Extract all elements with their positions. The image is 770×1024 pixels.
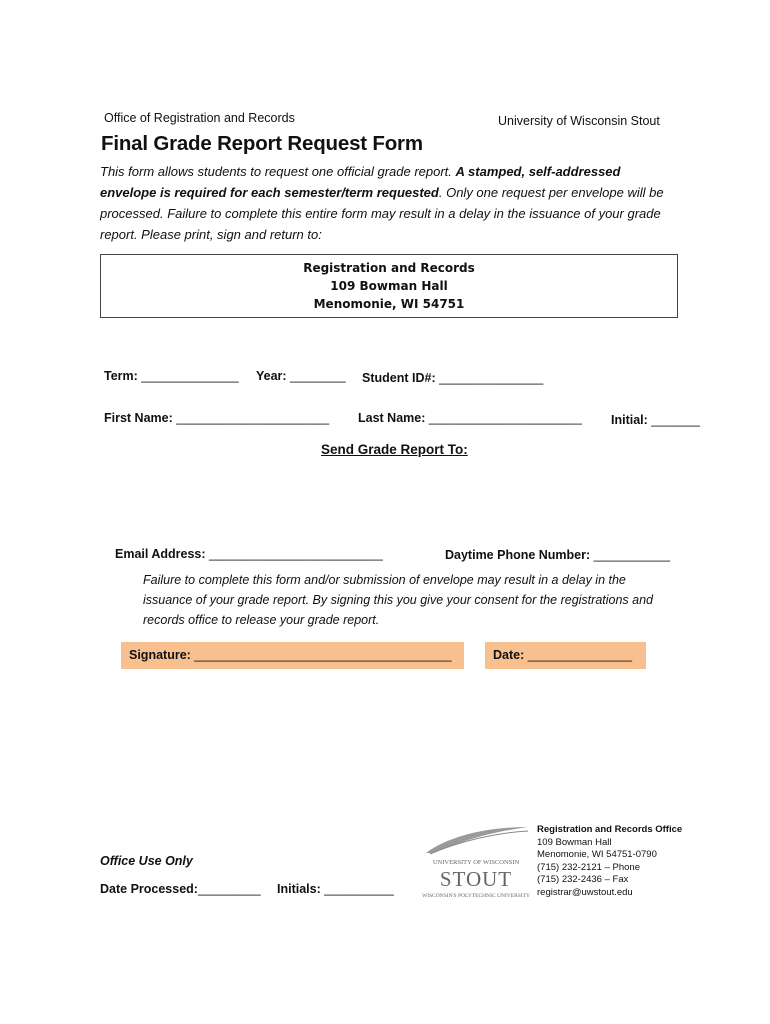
intro-text-bold: A stamped, self-addressed envelope is required for each semester/term requested (100, 164, 621, 200)
page-title: Final Grade Report Request Form (101, 132, 423, 155)
office-name: Office of Registration and Records (104, 111, 295, 125)
date-line[interactable]: _______________ (527, 648, 633, 662)
term-line[interactable]: ______________ (141, 369, 239, 383)
office-info-street: 109 Bowman Hall (537, 836, 612, 848)
year-label: Year: (256, 369, 287, 383)
initials-label: Initials: (277, 882, 321, 896)
logo-main-text: STOUT (439, 867, 513, 891)
phone-field[interactable] (445, 548, 670, 562)
term-label: Term: (104, 369, 138, 383)
consent-paragraph: Failure to complete this form and/or submission of envelope may result in a delay in the issuance of your grade report. By signing this you give your consent for the registrations and records office to release your grade report. (143, 573, 654, 627)
last-name-field[interactable] (358, 411, 582, 425)
term-field[interactable] (104, 369, 239, 383)
first-name-label: First Name: (104, 411, 173, 425)
logo-top-text: UNIVERSITY OF WISCONSIN (432, 859, 520, 866)
office-info-email: registrar@uwstout.edu (537, 886, 633, 898)
student-id-label: Student ID#: (362, 371, 436, 385)
email-label: Email Address: (115, 547, 206, 561)
uw-stout-logo (420, 823, 532, 903)
last-name-label: Last Name: (358, 411, 426, 425)
student-id-field[interactable] (362, 371, 543, 385)
university-name: University of Wisconsin Stout (498, 114, 660, 128)
date-processed-line[interactable]: _________ (197, 882, 261, 896)
initial-field[interactable] (611, 413, 700, 427)
office-use-heading: Office Use Only (100, 854, 193, 868)
office-info-city: Menomonie, WI 54751-0790 (537, 849, 657, 860)
intro-text-2: . Only one request per envelope will be processed. Failure to complete this entire form may result in a delay in the issuance of your grade report. Please print, sign and return to: (100, 185, 664, 242)
intro-text-1: This form allows students to request one official grade report. (100, 164, 456, 179)
first-name-line[interactable]: ______________________ (176, 411, 330, 425)
office-info-name: Registration and Records Office (537, 824, 683, 835)
intro-paragraph (100, 161, 680, 245)
date-processed-field[interactable] (100, 882, 261, 896)
return-address-box (100, 254, 678, 318)
signature-label: Signature: (129, 648, 191, 662)
initials-line[interactable]: __________ (324, 882, 394, 896)
office-info-phone: (715) 232-2121 – Phone (537, 861, 640, 873)
address-line-2: 109 Bowman Hall (330, 279, 448, 293)
date-label: Date: (493, 648, 525, 662)
send-grade-report-heading: Send Grade Report To: (321, 442, 468, 457)
initial-line[interactable]: _______ (651, 413, 700, 427)
last-name-line[interactable]: ______________________ (428, 411, 582, 425)
email-line[interactable]: _________________________ (209, 547, 383, 561)
phone-label: Daytime Phone Number: (445, 548, 591, 562)
date-field[interactable] (485, 642, 646, 669)
initials-field[interactable] (277, 882, 394, 896)
year-line[interactable]: ________ (290, 369, 346, 383)
student-id-line[interactable]: _______________ (439, 371, 544, 385)
address-line-3: Menomonie, WI 54751 (313, 297, 465, 311)
phone-line[interactable]: ___________ (593, 548, 671, 562)
signature-line[interactable]: _____________________________________ (194, 648, 452, 662)
logo-bottom-text: WISCONSIN'S POLYTECHNIC UNIVERSITY (422, 893, 530, 899)
office-info-fax: (715) 232-2436 – Fax (537, 874, 629, 885)
office-contact-info (537, 824, 682, 899)
signature-field[interactable] (121, 642, 464, 669)
initial-label: Initial: (611, 413, 648, 427)
email-field[interactable] (115, 547, 383, 561)
first-name-field[interactable] (104, 411, 329, 425)
address-line-1: Registration and Records (303, 261, 475, 275)
year-field[interactable] (256, 369, 346, 383)
date-processed-label: Date Processed: (100, 882, 198, 896)
